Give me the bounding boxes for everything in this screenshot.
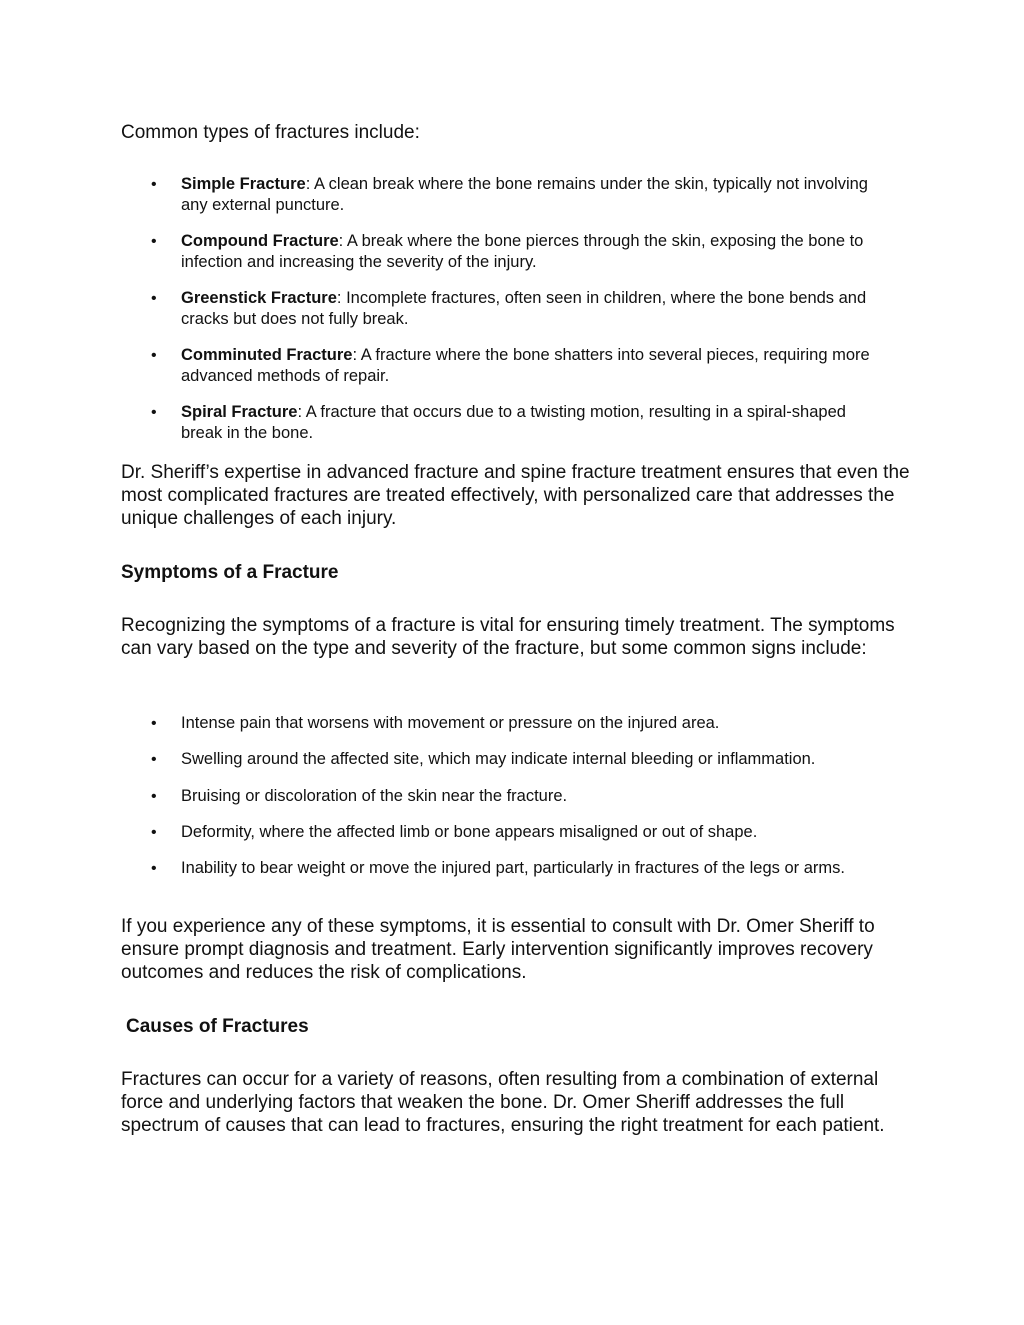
symptom-text: Intense pain that worsens with movement or pressure on the injured area. — [181, 714, 720, 732]
fracture-name: Spiral Fracture — [181, 403, 298, 421]
bullet-icon: • — [151, 347, 157, 364]
list-item — [121, 786, 891, 822]
symptoms-heading: Symptoms of a Fracture — [121, 562, 339, 583]
list-item — [121, 288, 891, 345]
fracture-desc: : A fracture that occurs due to a twisting motion, resulting in a spiral-shaped break in the bone. — [181, 403, 846, 442]
list-item — [121, 231, 891, 288]
causes-heading: Causes of Fractures — [126, 1016, 309, 1037]
expertise-paragraph: Dr. Sheriff’s expertise in advanced fracture and spine fracture treatment ensures that even the most complicated fractures are treated effectively, with personalized care that addresses the unique challenges of each injury. — [121, 462, 910, 529]
bullet-icon: • — [151, 176, 157, 193]
bullet-icon: • — [151, 824, 157, 841]
causes-paragraph: Fractures can occur for a variety of reasons, often resulting from a combination of external force and underlying factors that weaken the bone. Dr. Omer Sheriff addresses the full spectrum of causes that can lead to fractures, ensuring the right treatment for each patient. — [121, 1069, 885, 1136]
bullet-icon: • — [151, 860, 157, 877]
list-item — [121, 174, 891, 231]
list-item — [121, 345, 891, 402]
list-item — [121, 822, 891, 858]
fracture-types-list — [121, 174, 891, 447]
bullet-icon: • — [151, 404, 157, 421]
fracture-desc: : Incomplete fractures, often seen in children, where the bone bends and cracks but does not fully break. — [181, 289, 867, 328]
symptoms-list — [121, 713, 891, 903]
symptom-text: Deformity, where the affected limb or bone appears misaligned or out of shape. — [181, 823, 758, 841]
list-item — [121, 713, 891, 749]
list-item — [121, 402, 891, 447]
bullet-icon: • — [151, 233, 157, 250]
list-item — [121, 858, 891, 903]
bullet-icon: • — [151, 290, 157, 307]
consult-paragraph: If you experience any of these symptoms, it is essential to consult with Dr. Omer Sheriff to ensure prompt diagnosis and treatment. Early intervention significantly improves recovery outcomes and reduces the risk of complications. — [121, 916, 875, 983]
intro-text: Common types of fractures include: — [121, 122, 420, 143]
fracture-name: Simple Fracture — [181, 175, 306, 193]
bullet-icon: • — [151, 788, 157, 805]
symptoms-intro: Recognizing the symptoms of a fracture is vital for ensuring timely treatment. The symptoms can vary based on the type and severity of the fracture, but some common signs include: — [121, 615, 895, 659]
fracture-name: Compound Fracture — [181, 232, 339, 250]
fracture-desc: : A break where the bone pierces through the skin, exposing the bone to infection and increasing the severity of the injury. — [181, 232, 864, 271]
symptom-text: Bruising or discoloration of the skin near the fracture. — [181, 787, 568, 805]
fracture-name: Comminuted Fracture — [181, 346, 353, 364]
list-item — [121, 749, 891, 786]
bullet-icon: • — [151, 751, 157, 768]
fracture-name: Greenstick Fracture — [181, 289, 337, 307]
bullet-icon: • — [151, 715, 157, 732]
fracture-desc: : A clean break where the bone remains under the skin, typically not involving any external puncture. — [181, 175, 868, 214]
symptom-text: Swelling around the affected site, which may indicate internal bleeding or inflammation. — [181, 750, 816, 768]
symptom-text: Inability to bear weight or move the injured part, particularly in fractures of the legs or arms. — [181, 859, 845, 877]
fracture-desc: : A fracture where the bone shatters into several pieces, requiring more advanced methods of repair. — [181, 346, 870, 385]
